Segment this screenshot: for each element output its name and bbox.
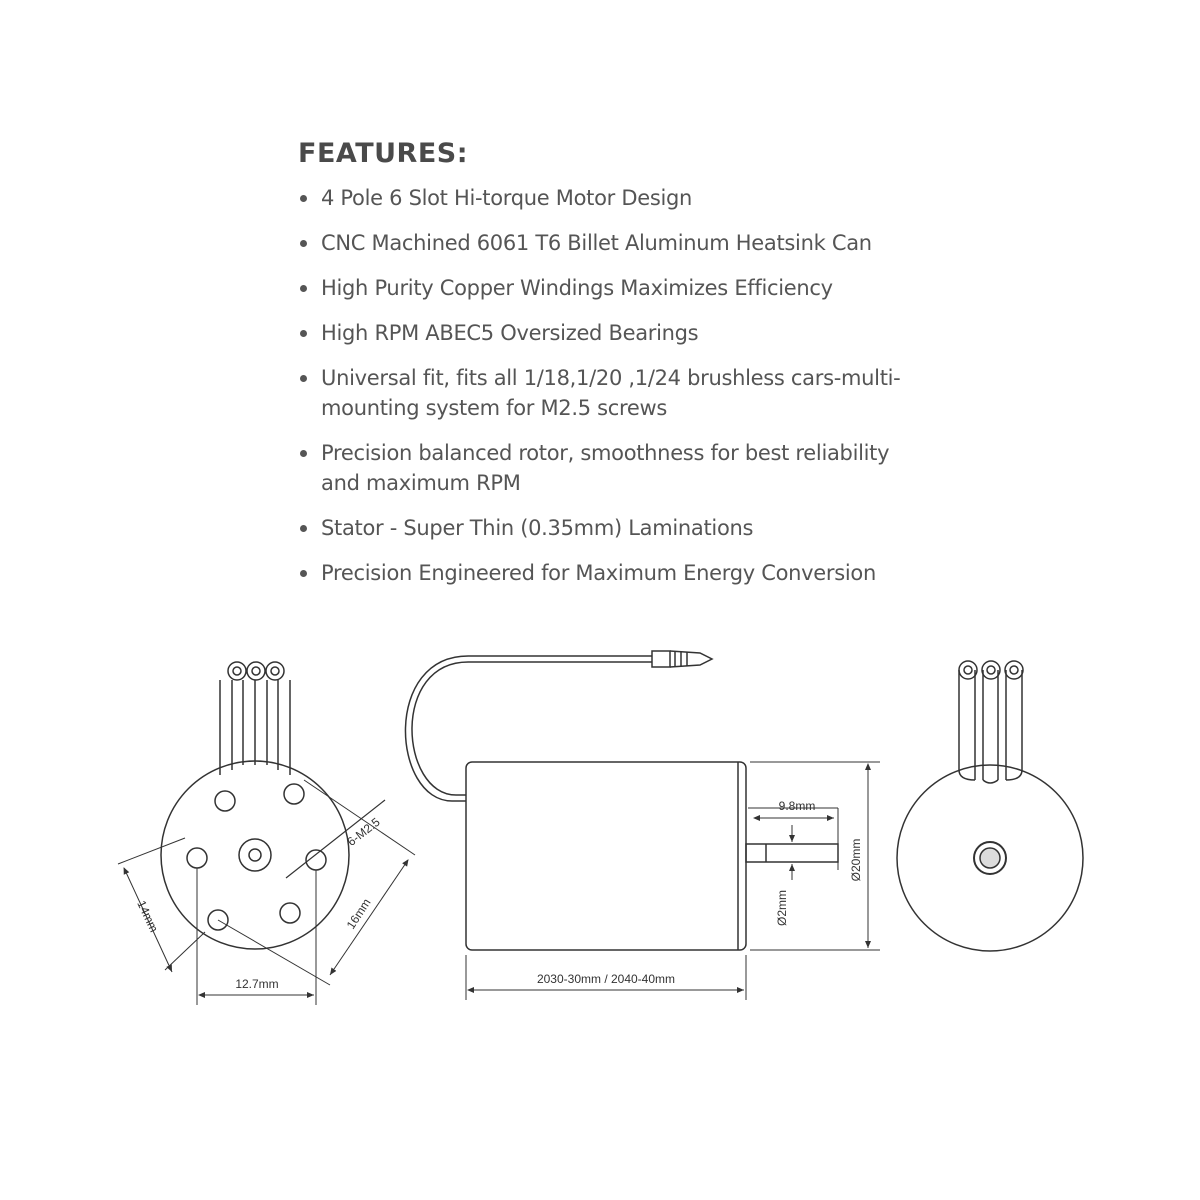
rear-view — [897, 661, 1083, 951]
feature-text: Stator - Super Thin (0.35mm) Laminations — [321, 516, 754, 540]
feature-text: Universal fit, fits all 1/18,1/20 ,1/24 brushless cars-multi- — [321, 366, 901, 390]
motor-end-face — [161, 761, 349, 949]
side-view — [405, 651, 880, 1000]
shaft-outer — [239, 839, 271, 871]
feature-text: High RPM ABEC5 Oversized Bearings — [321, 321, 699, 345]
screws-label: 6-M2.5 — [344, 814, 383, 849]
wire-end-icon — [1005, 661, 1023, 679]
lead-wire — [412, 662, 652, 795]
feature-text: Precision Engineered for Maximum Energy Conversion — [321, 561, 876, 585]
feature-text: mounting system for M2.5 screws — [321, 396, 668, 420]
dim-9-8mm: 9.8mm — [778, 799, 816, 813]
wire-end-icon — [247, 662, 265, 680]
mount-hole — [280, 903, 300, 923]
mount-hole — [215, 791, 235, 811]
wire-bundle — [220, 662, 290, 775]
mount-hole — [284, 784, 304, 804]
feature-text: and maximum RPM — [321, 471, 521, 495]
dim-14mm: 14mm — [134, 898, 162, 935]
motor-shaft — [746, 844, 838, 862]
feature-text: 4 Pole 6 Slot Hi-torque Motor Design — [321, 186, 693, 210]
feature-text: High Purity Copper Windings Maximizes Efficiency — [321, 276, 833, 300]
shaft-inner — [249, 849, 261, 861]
dim-shaft-diameter: Ø2mm — [775, 890, 789, 926]
feature-text: CNC Machined 6061 T6 Billet Aluminum Heatsink Can — [321, 231, 872, 255]
mount-hole — [187, 848, 207, 868]
dim-length: 2030-30mm / 2040-40mm — [536, 972, 676, 986]
features-heading: FEATURES: — [298, 138, 469, 169]
dim-16mm: 16mm — [343, 896, 374, 932]
motor-can — [466, 762, 746, 950]
wire-end-icon — [266, 662, 284, 680]
dim-12-7mm: 12.7mm — [235, 977, 279, 991]
feature-text: Precision balanced rotor, smoothness for best reliability — [321, 441, 890, 465]
bearing-inner — [980, 848, 1000, 868]
wire-end-icon — [228, 662, 246, 680]
dim-20mm: Ø20mm — [849, 838, 863, 882]
connector-icon — [652, 651, 712, 667]
